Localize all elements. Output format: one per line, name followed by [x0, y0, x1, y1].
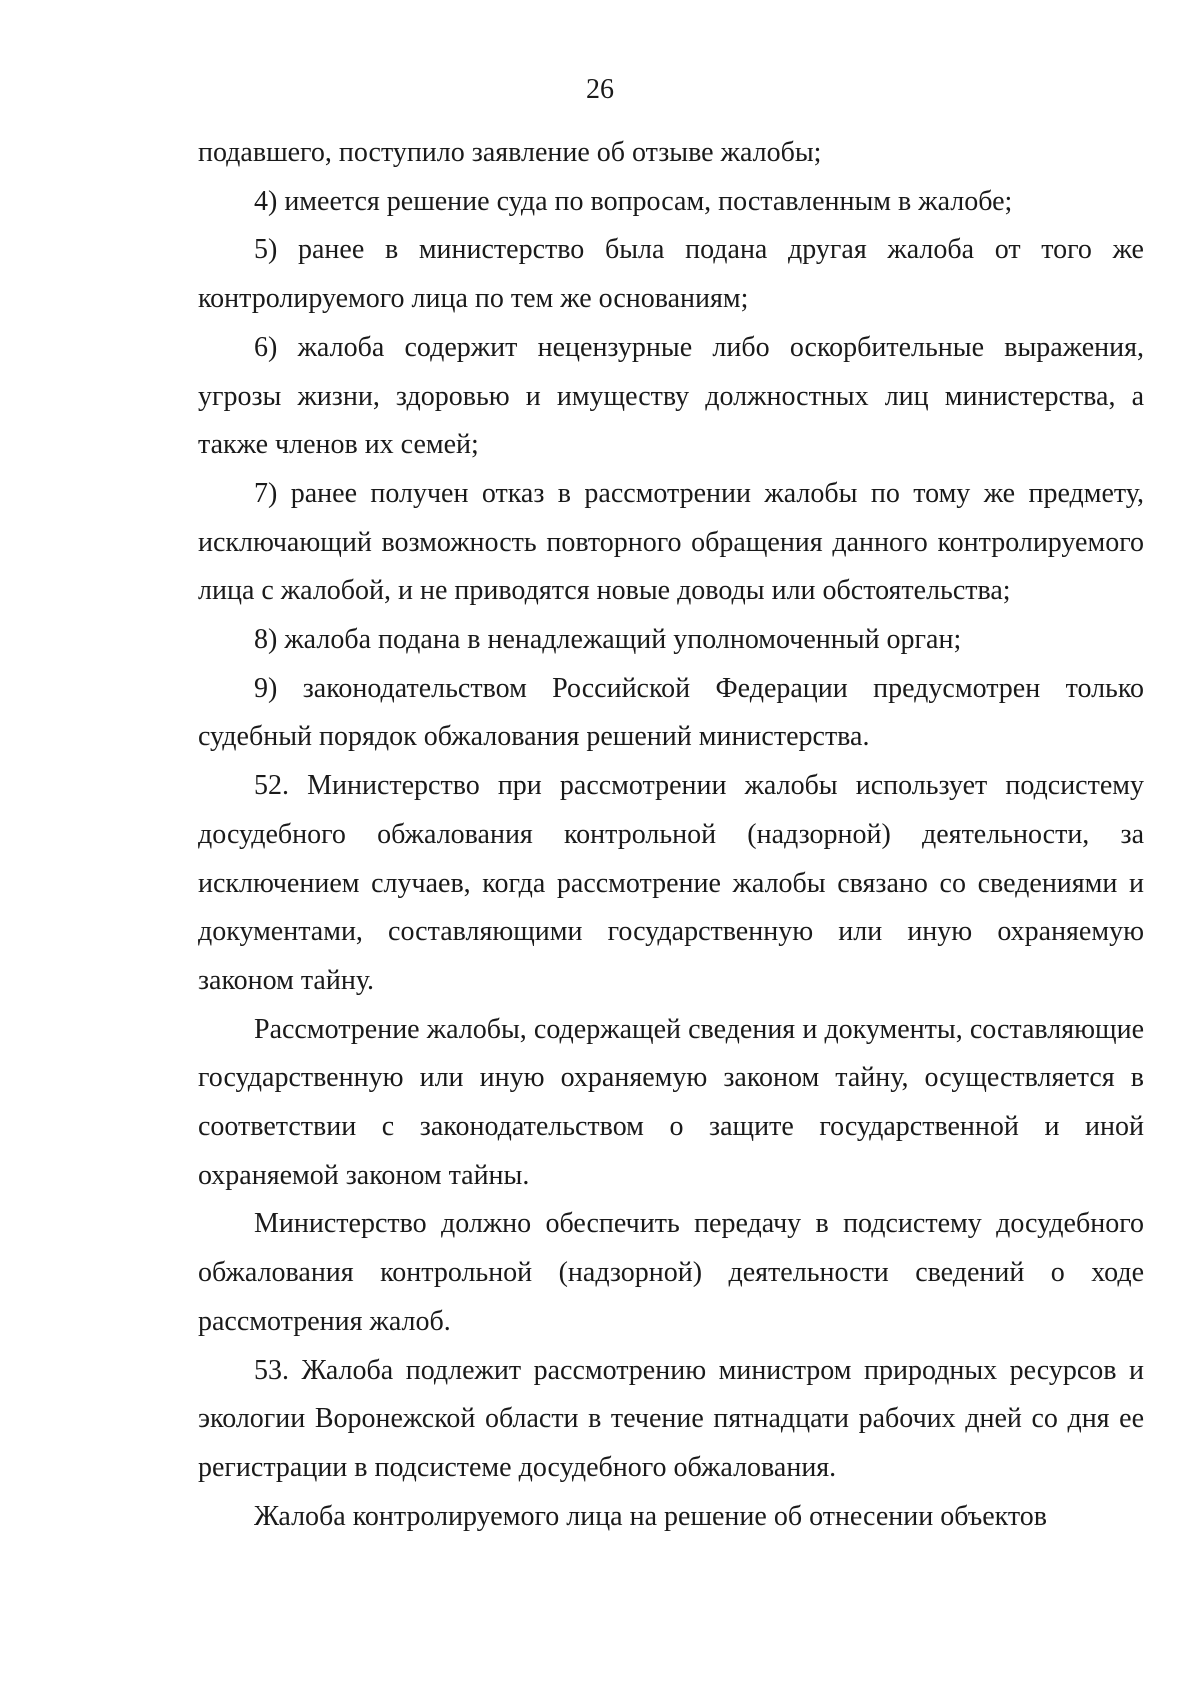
clause-52-paragraph-2: Рассмотрение жалобы, содержащей сведения и документы, составляющие государственную или иную охраняемую законом тайну, осуществляется в соответствии с законодательством о защите государственной и иной охраняемой законом тайны.: [198, 1013, 1144, 1191]
clause-52-paragraph-3: Министерство должно обеспечить передачу в подсистему досудебного обжалования контрольной (надзорной) деятельности сведений о ходе рассмотрения жалоб.: [198, 1208, 1144, 1337]
list-item-9: 9) законодательством Российской Федерации предусмотрен только судебный порядок обжалования решений министерства.: [198, 672, 1144, 753]
list-item-6: 6) жалоба содержит нецензурные либо оскорбительные выражения, угрозы жизни, здоровью и имуществу должностных лиц министерства, а также членов их семей;: [198, 331, 1144, 461]
page-number: 26: [586, 74, 614, 105]
list-item-8: 8) жалоба подана в ненадлежащий уполномоченный орган;: [254, 624, 962, 656]
clause-53: 53. Жалоба подлежит рассмотрению министром природных ресурсов и экологии Воронежской области в течение пятнадцати рабочих дней со дня ее регистрации в подсистеме досудебного обжалования.: [198, 1354, 1144, 1483]
paragraph-continuation: подавшего, поступило заявление об отзыве жалобы;: [198, 137, 822, 168]
list-item-7: 7) ранее получен отказ в рассмотрении жалобы по тому же предмету, исключающий возможность повторного обращения данного контролируемого лица с жалобой, и не приводятся новые доводы или обстоятельства;: [198, 477, 1144, 607]
list-item-5: 5) ранее в министерство была подана другая жалоба от того же контролируемого лица по тем же основаниям;: [198, 234, 1144, 315]
clause-53-paragraph-2: Жалоба контролируемого лица на решение об отнесении объектов: [254, 1500, 1047, 1532]
clause-52: 52. Министерство при рассмотрении жалобы использует подсистему досудебного обжалования контрольной (надзорной) деятельности, за исключением случаев, когда рассмотрение жалобы связано со сведениями и документами, составляющими государственную или иную охраняемую законом тайну.: [198, 770, 1144, 996]
list-item-4: 4) имеется решение суда по вопросам, поставленным в жалобе;: [254, 185, 1013, 217]
document-body: [198, 129, 1144, 1541]
